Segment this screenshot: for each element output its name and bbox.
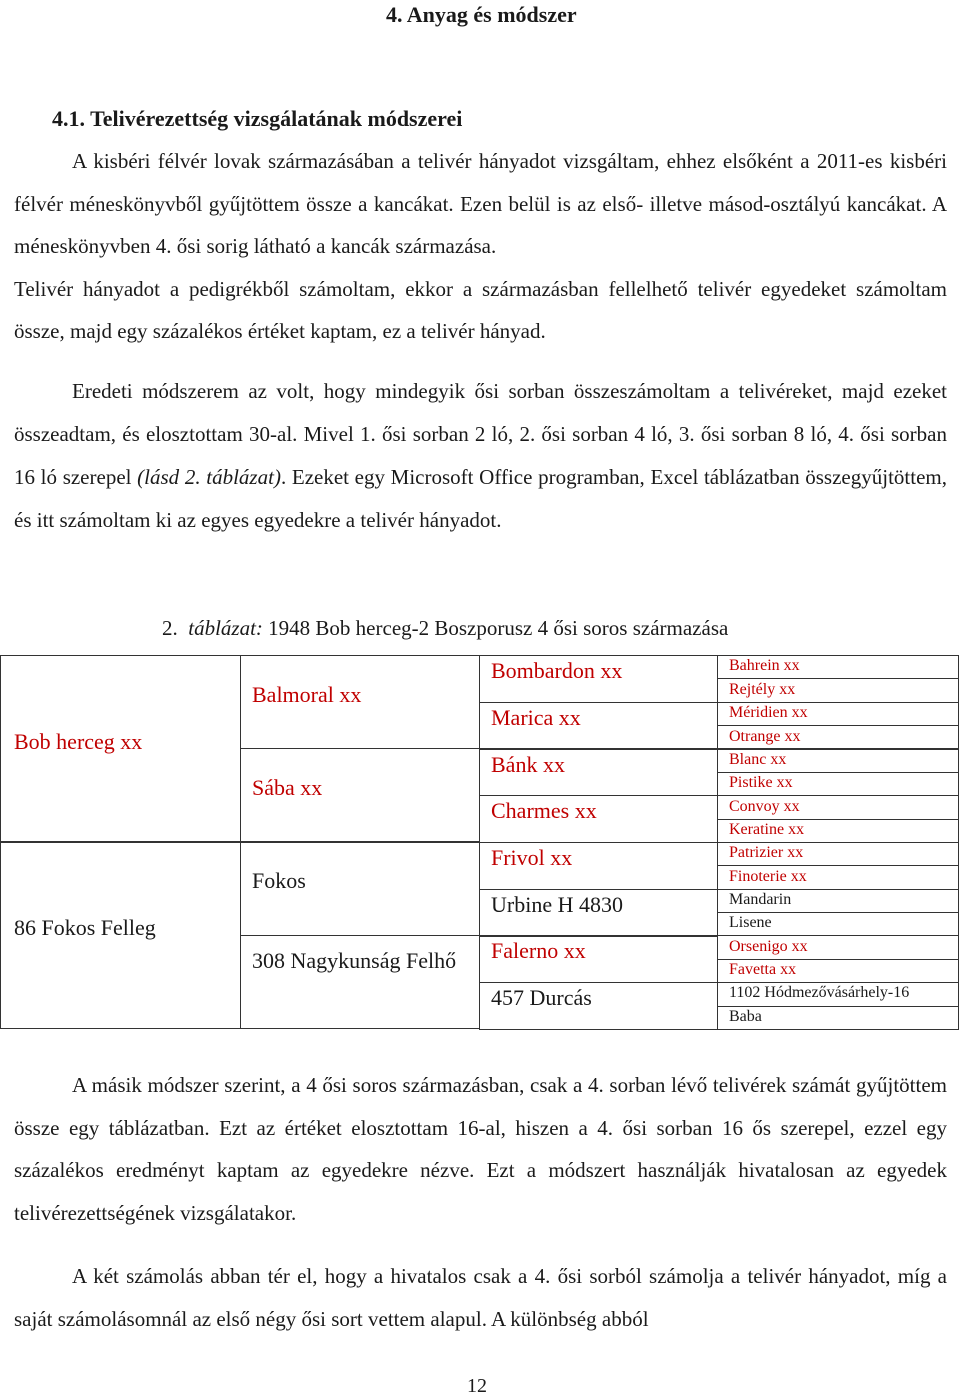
pedigree-ancestor: Keratine xx [729,821,805,838]
pedigree-ancestor: Bánk xx [491,752,565,777]
pedigree-ancestor: Frivol xx [491,845,573,870]
pedigree-ancestor: Méridien xx [729,704,808,721]
caption-text: 1948 Bob herceg-2 Boszporusz 4 ősi soros származása [268,616,729,640]
pedigree-ancestor: Rejtély xx [729,681,796,698]
pedigree-ancestor: Fokos [252,868,306,893]
caption-label: táblázat: [188,616,263,640]
pedigree-ancestor: Convoy xx [729,798,800,815]
page-number: 12 [467,1375,487,1397]
pedigree-ancestor: Finoterie xx [729,868,807,885]
paragraph-intro: A kisbéri félvér lovak származásában a telivér hányadot vizsgáltam, ehhez elsőként a 2011-es kisbéri félvér méneskönyvből gyűjtöttem össze a kancákat. Ezen belül is az első- illetve másod-osztályú kancákat. A méneskönyvben 4. ősi sorig látható a kancák származása. [14,149,947,258]
pedigree-ancestor: Otrange xx [729,728,801,745]
pedigree-ancestor: Charmes xx [491,798,597,823]
table-caption [162,612,728,644]
subsection-heading: 4.1. Telivérezettség vizsgálatának módszerei [52,106,463,131]
caption-number: 2. [162,616,178,640]
pedigree-ancestor: Sába xx [252,775,323,800]
pedigree-ancestor: Bombardon xx [491,658,623,683]
paragraph-difference: A két számolás abban tér el, hogy a hivatalos csak a 4. ősi sorból számolja a telivér hányadot, míg a saját számolásomnál az első négy ősi sort vettem alapul. A különbség abból [14,1264,947,1331]
pedigree-ancestor: Urbine H 4830 [491,892,623,917]
table-reference: (lásd 2. táblázat) [137,465,281,489]
pedigree-ancestor: Patrizier xx [729,844,804,861]
pedigree-ancestor: Lisene [729,914,772,931]
pedigree-ancestor: Favetta xx [729,961,797,978]
pedigree-ancestor: Baba [729,1008,762,1025]
paragraph-text: Eredeti módszerem az volt, hogy mindegyik ősi sorban összeszámoltam a telivéreket, majd ezeket összeadtam, és elosztottam 30-al. Mivel 1. ősi sorban 2 ló, 2. ősi sorban 4 ló, 3. ősi sorban 8 ló, 4. ősi sorban 16 ló szerepel [14,379,947,489]
paragraph-text: . Ezeket egy Microsoft Office programban, Excel táblázatban összegyűjtöttem, és itt számoltam ki az egyes egyedekre a telivér hányadot. [14,465,947,532]
pedigree-ancestor: 1102 Hódmezővásárhely-16 [729,984,910,1001]
pedigree-ancestor: 457 Durcás [491,985,592,1010]
pedigree-ancestor: Pistike xx [729,774,793,791]
section-heading: 4. Anyag és módszer [386,2,577,27]
paragraph-original-method [14,370,947,542]
pedigree-sire: Bob herceg xx [14,729,143,754]
pedigree-ancestor: Blanc xx [729,751,787,768]
pedigree-ancestor: Orsenigo xx [729,938,808,955]
pedigree-ancestor: Falerno xx [491,938,586,963]
pedigree-ancestor: 308 Nagykunság Felhő [252,948,457,973]
pedigree-ancestor: Balmoral xx [252,682,362,707]
paragraph-method: Telivér hányadot a pedigrékből számoltam, ekkor a származásban fellelhető telivér egyedeket számoltam össze, majd egy százalékos értéket kaptam, ez a telivér hányad. [14,277,947,343]
pedigree-ancestor: Mandarin [729,891,792,908]
pedigree-ancestor: Marica xx [491,705,581,730]
pedigree-dam: 86 Fokos Felleg [14,915,156,940]
pedigree-ancestor: Bahrein xx [729,657,800,674]
paragraph-second-method: A másik módszer szerint, a 4 ősi soros származásban, csak a 4. sorban lévő telivérek számát gyűjtöttem össze egy táblázatban. Ezt az értéket elosztottam 16-al, hiszen a 4. ősi sorban 16 ős szerepel, ezzel egy százalékos eredményt kaptam az egyedekre nézve. Ezt a módszert használják hivatalosan az egyedek telivérezettségének vizsgálatakor. [14,1073,947,1225]
